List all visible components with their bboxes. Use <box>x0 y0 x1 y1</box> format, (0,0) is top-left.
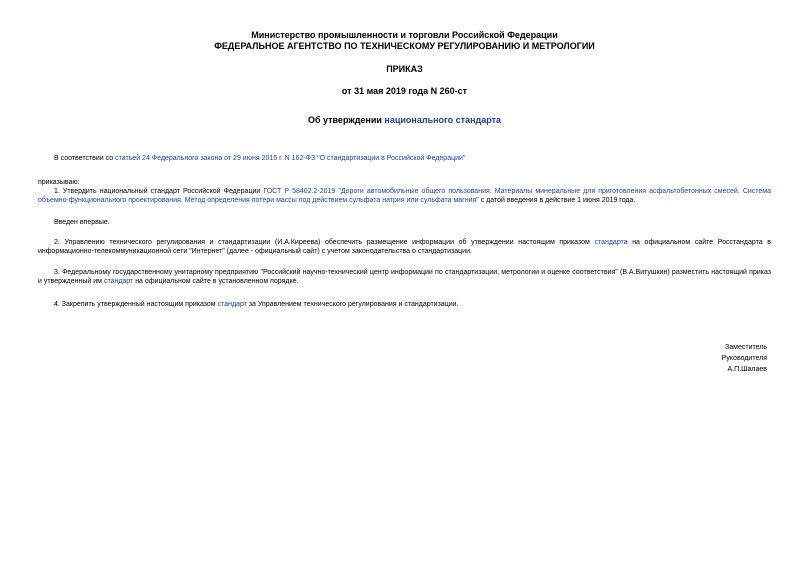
document-date-number: от 31 мая 2019 года N 260-ст <box>341 86 468 96</box>
item-1-prefix: 1. Утвердить национальный стандарт Российской Федерации <box>54 188 264 195</box>
item-3-paragraph <box>38 268 771 286</box>
subject-prefix: Об утверждении <box>307 115 385 125</box>
item-2-prefix: 2. Управлению технического регулирования и стандартизации (И.А.Киреева) обеспечить размещение информации об утверждении настоящим приказом <box>54 239 595 246</box>
item-4-paragraph <box>38 300 771 309</box>
basis-paragraph <box>38 154 771 163</box>
federal-law-link[interactable]: статьей 24 Федерального закона от 29 июня 2015 г. N 162-ФЗ "О стандартизации в Российской Федерации" <box>115 155 466 162</box>
item-4-prefix: 4. Закрепить утвержденный настоящим приказом <box>54 301 218 308</box>
document-page <box>38 0 771 571</box>
document-subject <box>38 115 771 126</box>
signature-title-1: Заместитель <box>725 344 767 351</box>
item-2-standard-link[interactable]: стандарта <box>594 239 628 246</box>
document-type: ПРИКАЗ <box>386 64 423 74</box>
ministry-name: Министерство промышленности и торговли Российской Федерации <box>251 30 558 40</box>
subject-standard-link[interactable]: национального стандарта <box>384 115 502 125</box>
item-4-standard-link[interactable]: стандарт <box>217 301 247 308</box>
basis-prefix: В соответствии со <box>54 155 116 162</box>
item-2-paragraph <box>38 238 771 256</box>
item-2-suffix: на официальном сайте Росстандарта в информационно-телекоммуникационной сети "Интернет" (далее - официальный сайт) с учетом законодательства о стандартизации. <box>38 239 771 255</box>
order-word: приказываю: <box>38 179 80 186</box>
introduced-note: Введен впервые. <box>54 219 110 226</box>
item-3-standard-link[interactable]: стандарт <box>103 278 134 285</box>
item-1-paragraph <box>38 187 771 205</box>
item-3-suffix: на официальном сайте в установленном порядке. <box>133 278 299 285</box>
signature-block <box>722 342 767 375</box>
agency-name: ФЕДЕРАЛЬНОЕ АГЕНТСТВО ПО ТЕХНИЧЕСКОМУ РЕГУЛИРОВАНИЮ И МЕТРОЛОГИИ <box>214 41 595 51</box>
item-4-suffix: за Управлением технического регулирования и стандартизации. <box>246 301 459 308</box>
item-1-suffix: с датой введения в действие 1 июня 2019 года. <box>478 197 636 204</box>
gost-standard-link[interactable]: ГОСТ Р 58402.2-2019 "Дороги автомобильные общего пользования. Материалы минеральные для приготовления асфальтобетонных смесей. Система объемно-функционального проектирования. Метод определения потери массы под действием сульфата натрия или сульфата магния" <box>38 188 772 204</box>
item-3-prefix: 3. Федеральному государственному унитарному предприятию "Российский научно-технический центр информации по стандартизации, метрологии и оценке соответствия" (В.А.Витушкин) разместить настоящий приказ и утвержденный им <box>38 269 771 285</box>
signature-title-2: Руководителя <box>721 355 767 362</box>
signatory-name: А.П.Шалаев <box>727 366 767 373</box>
